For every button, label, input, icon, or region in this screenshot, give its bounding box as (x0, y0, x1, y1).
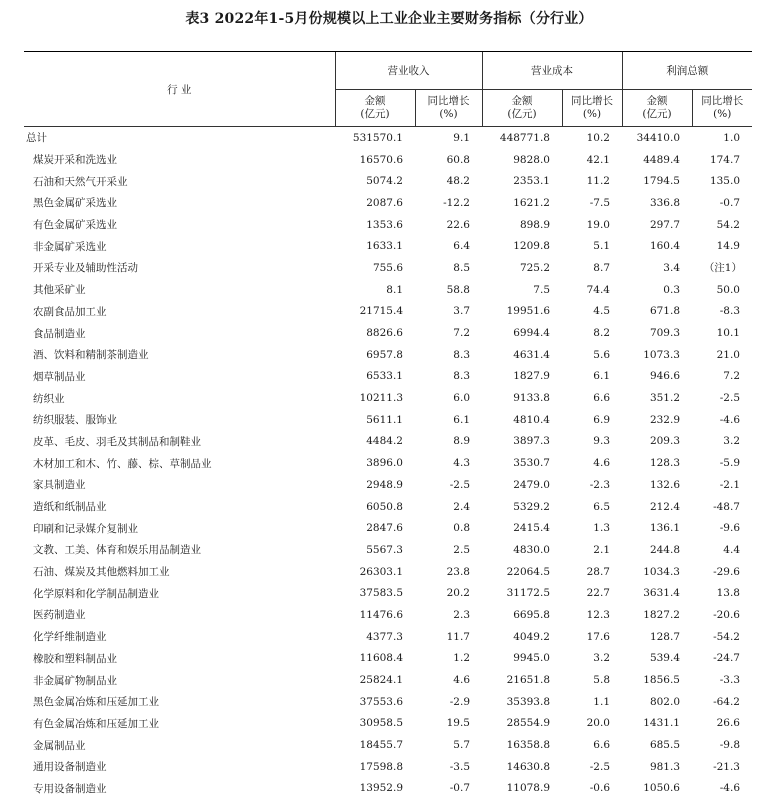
industry-name: 非金属矿物制品业 (24, 669, 335, 691)
cost-growth-cell: 4.5 (562, 301, 622, 323)
industry-name: 纺织业 (24, 387, 335, 409)
industry-name: 化学纤维制造业 (24, 626, 335, 648)
profit-cell: 3.4 (622, 257, 692, 279)
cost-cell: 31172.5 (482, 582, 562, 604)
rev-cell: 26303.1 (335, 561, 415, 583)
revenue-header: 营业收入 (335, 52, 482, 90)
cost-cell: 448771.8 (482, 127, 562, 149)
cost-growth-cell: 20.0 (562, 713, 622, 735)
industry-header: 行 业 (24, 52, 335, 127)
table-row (24, 170, 752, 192)
industry-name: 黑色金属冶炼和压延加工业 (24, 691, 335, 713)
profit-growth-header: 同比增长 (%) (692, 90, 752, 127)
table-row (24, 452, 752, 474)
profit-cell: 232.9 (622, 409, 692, 431)
rev-growth-cell: 5.7 (415, 734, 482, 756)
industry-name: 化学原料和化学制品制造业 (24, 582, 335, 604)
rev-growth-cell: 7.2 (415, 322, 482, 344)
cost-cell: 9133.8 (482, 387, 562, 409)
cost-amount-header: 金额 (亿元) (482, 90, 562, 127)
table-row (24, 387, 752, 409)
cost-cell: 28554.9 (482, 713, 562, 735)
cost-cell: 4810.4 (482, 409, 562, 431)
rev-growth-cell: 6.0 (415, 387, 482, 409)
profit-growth-cell: -3.3 (692, 669, 752, 691)
profit-cell: 1856.5 (622, 669, 692, 691)
industry-name: 纺织服装、服饰业 (24, 409, 335, 431)
profit-cell: 244.8 (622, 539, 692, 561)
rev-cell: 6957.8 (335, 344, 415, 366)
rev-growth-cell: 58.8 (415, 279, 482, 301)
cost-cell: 22064.5 (482, 561, 562, 583)
profit-growth-cell: 13.8 (692, 582, 752, 604)
profit-cell: 1827.2 (622, 604, 692, 626)
rev-cell: 531570.1 (335, 127, 415, 149)
industry-name: 家具制造业 (24, 474, 335, 496)
cost-growth-cell: 5.1 (562, 235, 622, 257)
cost-growth-cell: 6.5 (562, 496, 622, 518)
profit-growth-cell: 4.4 (692, 539, 752, 561)
cost-cell: 1209.8 (482, 235, 562, 257)
table-row (24, 582, 752, 604)
profit-growth-cell: 135.0 (692, 170, 752, 192)
industry-name: 食品制造业 (24, 322, 335, 344)
industry-name: 石油和天然气开采业 (24, 170, 335, 192)
cost-cell: 1621.2 (482, 192, 562, 214)
rev-cell: 2087.6 (335, 192, 415, 214)
table-row (24, 322, 752, 344)
profit-growth-cell: 26.6 (692, 713, 752, 735)
profit-cell: 34410.0 (622, 127, 692, 149)
rev-growth-cell: -0.7 (415, 778, 482, 799)
industry-name: 有色金属矿采选业 (24, 214, 335, 236)
profit-growth-cell: 54.2 (692, 214, 752, 236)
rev-cell: 1633.1 (335, 235, 415, 257)
profit-growth-cell: -20.6 (692, 604, 752, 626)
profit-cell: 128.3 (622, 452, 692, 474)
profit-cell: 212.4 (622, 496, 692, 518)
profit-growth-cell: 10.1 (692, 322, 752, 344)
rev-growth-cell: 8.9 (415, 431, 482, 453)
cost-cell: 2479.0 (482, 474, 562, 496)
rev-cell: 8.1 (335, 279, 415, 301)
table-row (24, 149, 752, 171)
industry-name: 非金属矿采选业 (24, 235, 335, 257)
profit-cell: 128.7 (622, 626, 692, 648)
cost-growth-cell: 9.3 (562, 431, 622, 453)
cost-growth-cell: 22.7 (562, 582, 622, 604)
rev-cell: 30958.5 (335, 713, 415, 735)
profit-growth-cell: -24.7 (692, 648, 752, 670)
table-row (24, 691, 752, 713)
profit-growth-cell: -48.7 (692, 496, 752, 518)
cost-cell: 9945.0 (482, 648, 562, 670)
industry-name: 造纸和纸制品业 (24, 496, 335, 518)
table-row (24, 626, 752, 648)
cost-cell: 7.5 (482, 279, 562, 301)
profit-growth-cell: 14.9 (692, 235, 752, 257)
industry-name: 酒、饮料和精制茶制造业 (24, 344, 335, 366)
cost-cell: 3530.7 (482, 452, 562, 474)
industry-name: 通用设备制造业 (24, 756, 335, 778)
industry-name: 总计 (24, 127, 335, 149)
profit-growth-cell: 174.7 (692, 149, 752, 171)
profit-growth-cell: -64.2 (692, 691, 752, 713)
rev-growth-cell: 8.3 (415, 344, 482, 366)
rev-cell: 25824.1 (335, 669, 415, 691)
profit-growth-cell: 1.0 (692, 127, 752, 149)
rev-growth-cell: 11.7 (415, 626, 482, 648)
profit-cell: 981.3 (622, 756, 692, 778)
cost-growth-cell: 74.4 (562, 279, 622, 301)
table-row (24, 409, 752, 431)
profit-cell: 946.6 (622, 366, 692, 388)
rev-growth-cell: -2.5 (415, 474, 482, 496)
table-body (24, 127, 752, 799)
rev-cell: 17598.8 (335, 756, 415, 778)
rev-growth-cell: 2.4 (415, 496, 482, 518)
table-row (24, 192, 752, 214)
cost-growth-cell: 2.1 (562, 539, 622, 561)
cost-cell: 5329.2 (482, 496, 562, 518)
industry-name: 专用设备制造业 (24, 778, 335, 799)
cost-cell: 4830.0 (482, 539, 562, 561)
rev-cell: 755.6 (335, 257, 415, 279)
rev-cell: 11476.6 (335, 604, 415, 626)
rev-growth-cell: -3.5 (415, 756, 482, 778)
profit-cell: 209.3 (622, 431, 692, 453)
profit-growth-cell: 50.0 (692, 279, 752, 301)
profit-cell: 671.8 (622, 301, 692, 323)
profit-growth-cell: -4.6 (692, 778, 752, 799)
industry-name: 农副食品加工业 (24, 301, 335, 323)
profit-growth-cell: -21.3 (692, 756, 752, 778)
profit-cell: 1794.5 (622, 170, 692, 192)
rev-cell: 10211.3 (335, 387, 415, 409)
rev-growth-cell: 19.5 (415, 713, 482, 735)
profit-cell: 297.7 (622, 214, 692, 236)
profit-growth-cell: -8.3 (692, 301, 752, 323)
cost-growth-cell: -2.5 (562, 756, 622, 778)
rev-growth-cell: 9.1 (415, 127, 482, 149)
industry-name: 煤炭开采和洗选业 (24, 149, 335, 171)
rev-cell: 13952.9 (335, 778, 415, 799)
cost-growth-cell: 11.2 (562, 170, 622, 192)
cost-growth-header: 同比增长 (%) (562, 90, 622, 127)
rev-cell: 3896.0 (335, 452, 415, 474)
cost-growth-cell: 3.2 (562, 648, 622, 670)
cost-growth-cell: 6.9 (562, 409, 622, 431)
profit-cell: 136.1 (622, 517, 692, 539)
industry-name: 烟草制品业 (24, 366, 335, 388)
rev-cell: 2948.9 (335, 474, 415, 496)
cost-cell: 2353.1 (482, 170, 562, 192)
cost-growth-cell: 1.1 (562, 691, 622, 713)
profit-cell: 336.8 (622, 192, 692, 214)
cost-growth-cell: 5.8 (562, 669, 622, 691)
cost-growth-cell: 6.6 (562, 387, 622, 409)
cost-cell: 21651.8 (482, 669, 562, 691)
rev-growth-cell: -12.2 (415, 192, 482, 214)
profit-cell: 685.5 (622, 734, 692, 756)
industry-name: 黑色金属矿采选业 (24, 192, 335, 214)
industry-name: 石油、煤炭及其他燃料加工业 (24, 561, 335, 583)
profit-cell: 802.0 (622, 691, 692, 713)
profit-growth-cell: -2.5 (692, 387, 752, 409)
rev-cell: 37583.5 (335, 582, 415, 604)
revenue-growth-header: 同比增长 (%) (415, 90, 482, 127)
table-row (24, 279, 752, 301)
rev-growth-cell: 60.8 (415, 149, 482, 171)
profit-growth-cell: -4.6 (692, 409, 752, 431)
cost-growth-cell: 6.6 (562, 734, 622, 756)
cost-cell: 725.2 (482, 257, 562, 279)
profit-header: 利润总额 (622, 52, 752, 90)
cost-cell: 16358.8 (482, 734, 562, 756)
rev-cell: 6050.8 (335, 496, 415, 518)
cost-growth-cell: -2.3 (562, 474, 622, 496)
rev-growth-cell: 4.6 (415, 669, 482, 691)
table-row (24, 496, 752, 518)
profit-growth-cell: -0.7 (692, 192, 752, 214)
rev-cell: 11608.4 (335, 648, 415, 670)
rev-cell: 5074.2 (335, 170, 415, 192)
rev-growth-cell: 2.5 (415, 539, 482, 561)
profit-cell: 1431.1 (622, 713, 692, 735)
profit-cell: 1073.3 (622, 344, 692, 366)
profit-cell: 1050.6 (622, 778, 692, 799)
rev-cell: 2847.6 (335, 517, 415, 539)
table-row (24, 301, 752, 323)
table-row (24, 713, 752, 735)
total-row (24, 127, 752, 149)
profit-cell: 4489.4 (622, 149, 692, 171)
rev-growth-cell: 3.7 (415, 301, 482, 323)
cost-growth-cell: 8.2 (562, 322, 622, 344)
table-row (24, 648, 752, 670)
cost-cell: 4049.2 (482, 626, 562, 648)
industry-name: 有色金属冶炼和压延加工业 (24, 713, 335, 735)
rev-cell: 1353.6 (335, 214, 415, 236)
rev-growth-cell: 0.8 (415, 517, 482, 539)
table-row (24, 539, 752, 561)
table-row (24, 214, 752, 236)
cost-cell: 14630.8 (482, 756, 562, 778)
rev-growth-cell: 48.2 (415, 170, 482, 192)
table-row (24, 669, 752, 691)
cost-header: 营业成本 (482, 52, 622, 90)
cost-growth-cell: -0.6 (562, 778, 622, 799)
industry-name: 医药制造业 (24, 604, 335, 626)
cost-growth-cell: 10.2 (562, 127, 622, 149)
table-title: 表3 2022年1-5月份规模以上工业企业主要财务指标（分行业） (0, 8, 778, 28)
rev-cell: 4377.3 (335, 626, 415, 648)
cost-growth-cell: 5.6 (562, 344, 622, 366)
cost-growth-cell: 8.7 (562, 257, 622, 279)
profit-growth-cell: 7.2 (692, 366, 752, 388)
cost-cell: 19951.6 (482, 301, 562, 323)
profit-growth-cell: （注1） (692, 257, 752, 279)
industry-name: 木材加工和木、竹、藤、棕、草制品业 (24, 452, 335, 474)
industry-name: 皮革、毛皮、羽毛及其制品和制鞋业 (24, 431, 335, 453)
cost-growth-cell: 4.6 (562, 452, 622, 474)
profit-growth-cell: -2.1 (692, 474, 752, 496)
table-row (24, 431, 752, 453)
profit-cell: 3631.4 (622, 582, 692, 604)
rev-growth-cell: 22.6 (415, 214, 482, 236)
profit-cell: 709.3 (622, 322, 692, 344)
rev-cell: 5611.1 (335, 409, 415, 431)
cost-cell: 6994.4 (482, 322, 562, 344)
cost-cell: 35393.8 (482, 691, 562, 713)
cost-growth-cell: 12.3 (562, 604, 622, 626)
profit-cell: 132.6 (622, 474, 692, 496)
rev-growth-cell: 20.2 (415, 582, 482, 604)
profit-cell: 539.4 (622, 648, 692, 670)
cost-growth-cell: 42.1 (562, 149, 622, 171)
rev-growth-cell: 23.8 (415, 561, 482, 583)
table-row (24, 756, 752, 778)
profit-growth-cell: -5.9 (692, 452, 752, 474)
industry-name: 其他采矿业 (24, 279, 335, 301)
rev-growth-cell: 6.1 (415, 409, 482, 431)
cost-cell: 9828.0 (482, 149, 562, 171)
rev-cell: 21715.4 (335, 301, 415, 323)
industry-name: 橡胶和塑料制品业 (24, 648, 335, 670)
profit-growth-cell: -9.6 (692, 517, 752, 539)
table-row (24, 604, 752, 626)
rev-cell: 6533.1 (335, 366, 415, 388)
rev-cell: 4484.2 (335, 431, 415, 453)
financial-indicators-table (24, 51, 752, 799)
table-row (24, 561, 752, 583)
profit-cell: 1034.3 (622, 561, 692, 583)
cost-cell: 11078.9 (482, 778, 562, 799)
rev-cell: 8826.6 (335, 322, 415, 344)
table-row (24, 257, 752, 279)
rev-cell: 18455.7 (335, 734, 415, 756)
rev-cell: 16570.6 (335, 149, 415, 171)
profit-growth-cell: -54.2 (692, 626, 752, 648)
profit-cell: 160.4 (622, 235, 692, 257)
cost-cell: 1827.9 (482, 366, 562, 388)
cost-growth-cell: 19.0 (562, 214, 622, 236)
table-row (24, 366, 752, 388)
cost-cell: 4631.4 (482, 344, 562, 366)
cost-growth-cell: -7.5 (562, 192, 622, 214)
table-row (24, 778, 752, 799)
profit-growth-cell: -29.6 (692, 561, 752, 583)
rev-cell: 37553.6 (335, 691, 415, 713)
cost-cell: 6695.8 (482, 604, 562, 626)
rev-growth-cell: 6.4 (415, 235, 482, 257)
rev-growth-cell: 4.3 (415, 452, 482, 474)
table-row (24, 474, 752, 496)
profit-growth-cell: -9.8 (692, 734, 752, 756)
industry-name: 印刷和记录媒介复制业 (24, 517, 335, 539)
rev-cell: 5567.3 (335, 539, 415, 561)
industry-name: 开采专业及辅助性活动 (24, 257, 335, 279)
cost-growth-cell: 1.3 (562, 517, 622, 539)
cost-cell: 898.9 (482, 214, 562, 236)
rev-growth-cell: 2.3 (415, 604, 482, 626)
revenue-amount-header: 金额 (亿元) (335, 90, 415, 127)
cost-growth-cell: 17.6 (562, 626, 622, 648)
profit-growth-cell: 21.0 (692, 344, 752, 366)
table-row (24, 235, 752, 257)
industry-name: 金属制品业 (24, 734, 335, 756)
industry-name: 文教、工美、体育和娱乐用品制造业 (24, 539, 335, 561)
profit-cell: 0.3 (622, 279, 692, 301)
cost-growth-cell: 28.7 (562, 561, 622, 583)
cost-cell: 3897.3 (482, 431, 562, 453)
cost-cell: 2415.4 (482, 517, 562, 539)
table-row (24, 517, 752, 539)
table-row (24, 344, 752, 366)
rev-growth-cell: -2.9 (415, 691, 482, 713)
profit-growth-cell: 3.2 (692, 431, 752, 453)
rev-growth-cell: 1.2 (415, 648, 482, 670)
profit-cell: 351.2 (622, 387, 692, 409)
rev-growth-cell: 8.3 (415, 366, 482, 388)
table-row (24, 734, 752, 756)
rev-growth-cell: 8.5 (415, 257, 482, 279)
cost-growth-cell: 6.1 (562, 366, 622, 388)
profit-amount-header: 金额 (亿元) (622, 90, 692, 127)
